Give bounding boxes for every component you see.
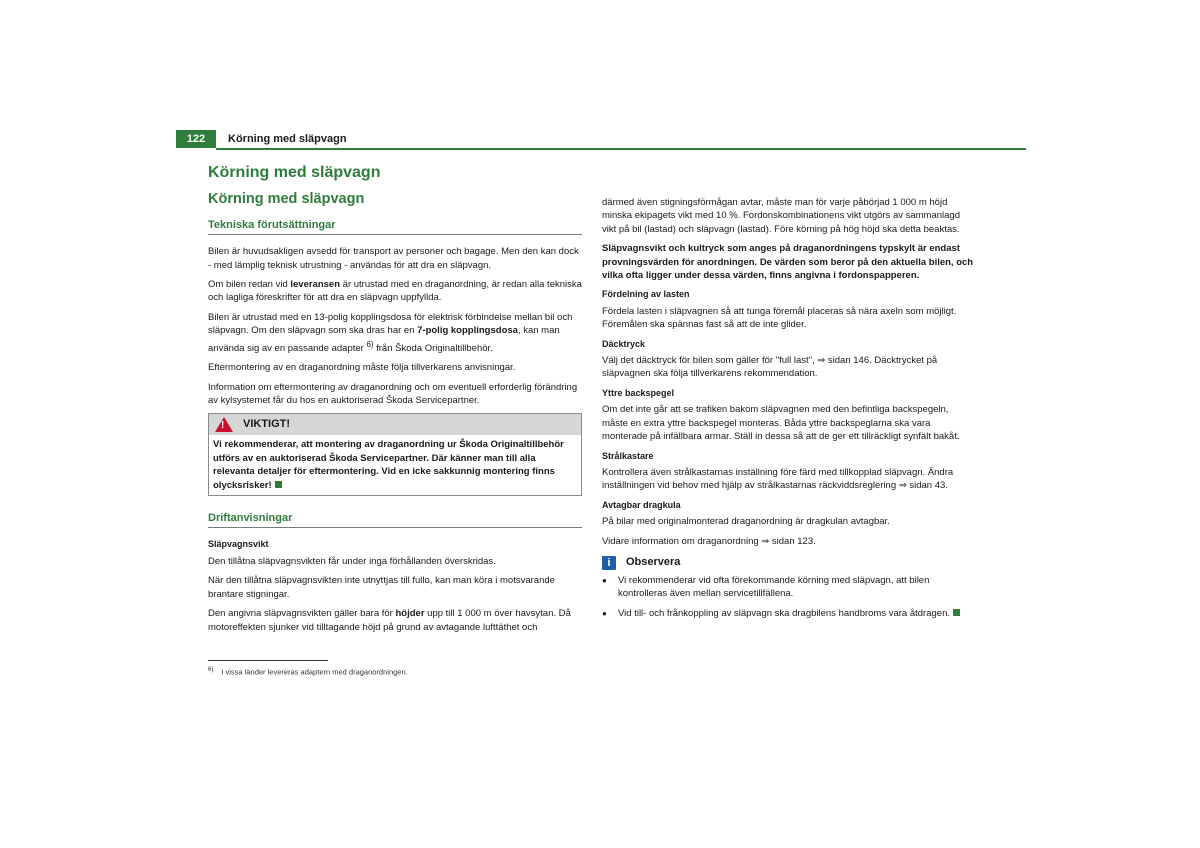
- paragraph: Om bilen redan vid leveransen är utrustad med en draganordning, är redan alla tekniska och lagliga föreskrifter för att dra en släpvagn uppfyllda.: [208, 279, 582, 304]
- subheading: Släpvagnsvikt: [208, 539, 269, 550]
- chapter-title: Körning med släpvagn: [208, 164, 381, 181]
- right-column: [602, 196, 976, 626]
- section-title: Körning med släpvagn: [208, 191, 365, 208]
- page-number: 122: [176, 130, 216, 148]
- subheading: Fördelning av lasten: [602, 289, 690, 300]
- warning-text: Vi rekommenderar, att montering av draganordning ur Škoda Originaltillbehör utförs av en auktoriserad Škoda Servicepartner. Där känner man till alla relevanta detaljer för eftermontering. Vid en icke sakkunnig montering finns olycksrisker!: [213, 439, 564, 491]
- footnote: $^{6)}$ I vissa länder levereras adaptern med draganordningen.: [208, 667, 408, 677]
- paragraph: Välj det däcktryck för bilen som gäller för "full last", ⇒ sidan 146. Däcktrycket på släpvagnen ska följa tillverkarens rekommendation.: [602, 355, 938, 380]
- paragraph: Bilen är utrustad med en 13-polig kopplingsdosa för elektrisk förbindelse mellan bil och släpvagn. Om den släpvagn som ska dras har en 7-polig kopplingsdosa, kan man använda sig av en passande adapter $^{6)}$ från Škoda Originaltillbehör.: [208, 311, 573, 354]
- warning-header: [209, 414, 581, 435]
- info-icon: i: [602, 556, 616, 570]
- paragraph: När den tillåtna släpvagnsvikten inte utnyttjas till fullo, kan man köra i motsvarande brantare stigningar.: [208, 575, 555, 600]
- note-title: Observera: [626, 556, 681, 569]
- paragraph: På bilar med originalmonterad draganordning är dragkulan avtagbar.: [602, 516, 890, 528]
- subsection-operation: Driftanvisningar: [208, 512, 582, 528]
- left-column: [208, 166, 582, 640]
- paragraph: Vidare information om draganordning ⇒ sidan 123.: [602, 535, 816, 547]
- warning-box: [208, 413, 582, 496]
- subsection-technical: Tekniska förutsättningar: [208, 219, 582, 235]
- paragraph: Fördela lasten i släpvagnen så att tunga föremål placeras så nära axeln som möjligt. Föremålen ska spännas fast så att de inte glider.: [602, 305, 957, 331]
- paragraph: Kontrollera även strålkastarnas inställning före färd med tillkopplad släpvagn. Ändra inställningen vid behov med hjälp av strålkastarnas räckviddsreglering ⇒ sidan 43.: [602, 466, 954, 492]
- running-header: Körning med släpvagn: [228, 133, 347, 145]
- footnote-rule: [208, 660, 328, 661]
- header-rule: [216, 148, 1026, 150]
- paragraph-bold: Släpvagnsvikt och kultryck som anges på draganordningens typskylt är endast provningsvärden för anordningen. De värden som beror på den aktuella bilen, och vilka ofta ligger under dessa värden, finns angivna i fordonspapperen.: [602, 243, 974, 282]
- warning-triangle-icon: !: [215, 417, 233, 432]
- paragraph: Eftermontering av en draganordning måste följa tillverkarens anvisningar.: [208, 362, 516, 374]
- subheading: Däcktryck: [602, 338, 646, 349]
- paragraph: Information om eftermontering av draganordning och om eventuell erforderlig förändring av kylsystemet får du hos en auktoriserad Škoda Servicepartner.: [208, 381, 578, 407]
- note-header: [602, 556, 976, 570]
- note-bullet: ● Vid till- och frånkoppling av släpvagn ska dragbilens handbroms vara åtdragen.: [602, 607, 976, 620]
- note-bullet: ● Vi rekommenderar vid ofta förekommande körning med släpvagn, att bilen kontrolleras även mellan servicetillfällena.: [602, 574, 976, 601]
- end-square-icon: [275, 481, 282, 488]
- paragraph: Bilen är huvudsakligen avsedd för transport av personer och bagage. Men den kan dock - med lämplig teknisk utrustning - användas för att dra en släpvagn.: [208, 246, 579, 271]
- subheading: Avtagbar dragkula: [602, 499, 681, 510]
- warning-title: VIKTIGT!: [243, 418, 291, 431]
- paragraph: Om det inte går att se trafiken bakom släpvagnen med den befintliga backspegeln, måste en extra yttre backspegel monteras. Båda yttre backspeglarna ska vara monterade på infällbara armar. Ställ in dessa så att de ger ett tillräckligt synfält bakåt.: [602, 404, 960, 443]
- paragraph: Den angivna släpvagnsvikten gäller bara för höjder upp till 1 000 m över havsytan. Då motoreffekten sjunker vid tilltagande höjd på grund av avtagande lufttäthet och: [208, 608, 571, 633]
- subheading: Yttre backspegel: [602, 387, 675, 398]
- paragraph: därmed även stigningsförmågan avtar, måste man för varje påbörjad 1 000 m höjd minska ekipagets vikt med 10 %. Fordonskombinationens vikt utgörs av sammanlagd vikt på bil (lastad) och släpvagn (lastad). Före körning på hög höjd ska detta beaktas.: [602, 197, 961, 235]
- subheading: Strålkastare: [602, 450, 654, 461]
- end-square-icon: [953, 609, 960, 616]
- paragraph: Den tillåtna släpvagnsvikten får under inga förhållanden överskridas.: [208, 555, 496, 567]
- footnote-ref: 6): [366, 339, 374, 349]
